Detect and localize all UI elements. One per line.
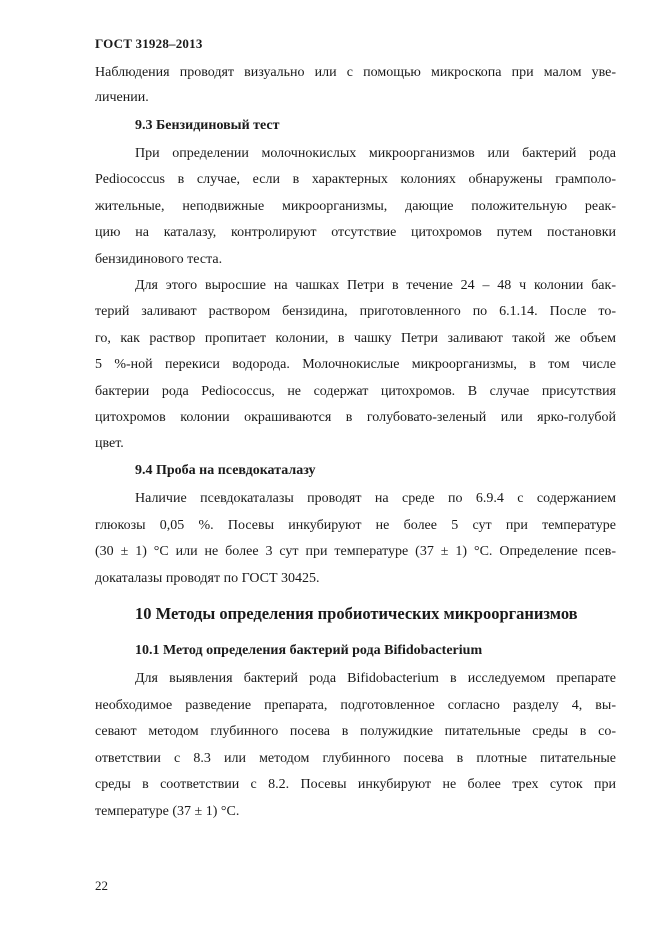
- text-line: температуре (37 ± 1) °С.: [95, 804, 240, 819]
- text-line: Pediococcus в случае, если в характерных колониях обнаружены грамполо-: [95, 172, 616, 187]
- text-line: цитохромов колонии окрашиваются в голубовато-зеленый или ярко-голубой: [95, 410, 616, 425]
- section-heading: 10.1 Метод определения бактерий рода Bifidobacterium: [135, 643, 483, 658]
- text-line: бактерии рода Pediococcus, не содержат цитохромов. В случае присутствия: [95, 384, 616, 399]
- text-line: 5 %-ной перекиси водорода. Молочнокислые микроорганизмы, в том числе: [95, 357, 616, 372]
- text-line: докаталазы проводят по ГОСТ 30425.: [95, 571, 320, 586]
- text-line: цвет.: [95, 436, 124, 451]
- text-line: ответствии с 8.3 или методом глубинного посева в плотные питательные: [95, 751, 616, 766]
- text-line: При определении молочнокислых микроорганизмов или бактерий рода: [135, 146, 616, 161]
- text-line: среды в соответствии с 8.2. Посевы инкубируют не более трех суток при: [95, 777, 616, 792]
- text-line: Для этого выросшие на чашках Петри в течение 24 – 48 ч колонии бак-: [135, 278, 616, 293]
- text-line: Наблюдения проводят визуально или с помощью микроскопа при малом уве-: [95, 65, 616, 80]
- text-line: глюкозы 0,05 %. Посевы инкубируют не более 5 сут при температуре: [95, 518, 616, 533]
- document-header: ГОСТ 31928–2013: [95, 36, 203, 51]
- section-heading: 9.3 Бензидиновый тест: [135, 118, 280, 133]
- text-line: бензидинового теста.: [95, 252, 223, 267]
- text-line: го, как раствор пропитает колонии, в чашку Петри заливают такой же объем: [95, 331, 616, 346]
- page-number: 22: [95, 878, 108, 893]
- section-heading: 9.4 Проба на псевдокаталазу: [135, 463, 316, 478]
- chapter-heading: 10 Методы определения пробиотических микроорганизмов: [135, 604, 578, 623]
- text-line: Для выявления бактерий рода Bifidobacterium в исследуемом препарате: [135, 671, 616, 686]
- text-line: цию на каталазу, контролируют отсутствие цитохромов путем постановки: [95, 225, 616, 240]
- text-line: терий заливают раствором бензидина, приготовленного по 6.1.14. После то-: [95, 304, 616, 319]
- text-line: личении.: [95, 90, 149, 105]
- text-line: жительные, неподвижные микроорганизмы, дающие положительную реак-: [95, 199, 616, 214]
- text-line: необходимое разведение препарата, подготовленное согласно разделу 4, вы-: [95, 698, 616, 713]
- text-line: (30 ± 1) °С или не более 3 сут при температуре (37 ± 1) °С. Определение псев-: [95, 544, 616, 559]
- text-line: Наличие псевдокаталазы проводят на среде по 6.9.4 с содержанием: [135, 491, 616, 506]
- text-line: севают методом глубинного посева в полужидкие питательные среды в со-: [95, 724, 616, 739]
